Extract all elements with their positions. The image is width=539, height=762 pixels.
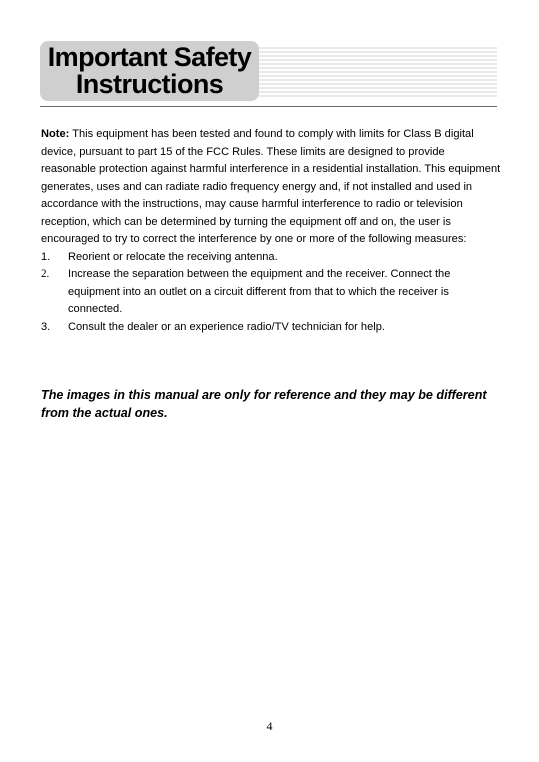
list-item-number: 1. (41, 250, 51, 263)
list-item-number: 3. (41, 320, 51, 333)
measures-list (41, 249, 501, 337)
fcc-notice (41, 126, 501, 336)
page-number: 4 (266, 719, 273, 733)
reference-note: The images in this manual are only for reference and they may be different from the actual ones. (41, 388, 487, 420)
page-title-line-1: Important Safety (47, 42, 252, 72)
section-header (40, 41, 497, 101)
list-item (41, 319, 501, 337)
list-item-text: Increase the separation between the equipment and the receiver. Connect the equipment into an outlet on a circuit different from that to which the receiver is connected. (68, 268, 451, 315)
title-box (40, 41, 259, 101)
header-divider (40, 106, 497, 107)
list-item (41, 266, 501, 319)
page-title-line-2: Instructions (75, 69, 224, 99)
list-item (41, 249, 501, 267)
note-text: This equipment has been tested and found to comply with limits for Class B digital device, pursuant to part 15 of the FCC Rules. These limits are designed to provide reasonable protection against harmful interference in a residential installation. This equipment generates, uses and can radiate radio frequency energy and, if not installed and used in accordance with the instructions, may cause harmful interference to radio or television reception, which can be determined by turning the equipment off and on, the user is encouraged to try to correct the interference by one or more of the following measures: (41, 128, 501, 245)
note-label: Note: (41, 128, 70, 140)
list-item-number: 2. (41, 268, 50, 280)
note-paragraph (41, 126, 501, 249)
decorative-stripes (259, 47, 497, 97)
list-item-text: Reorient or relocate the receiving antenna. (68, 250, 278, 263)
list-item-text: Consult the dealer or an experience radio/TV technician for help. (68, 320, 385, 333)
